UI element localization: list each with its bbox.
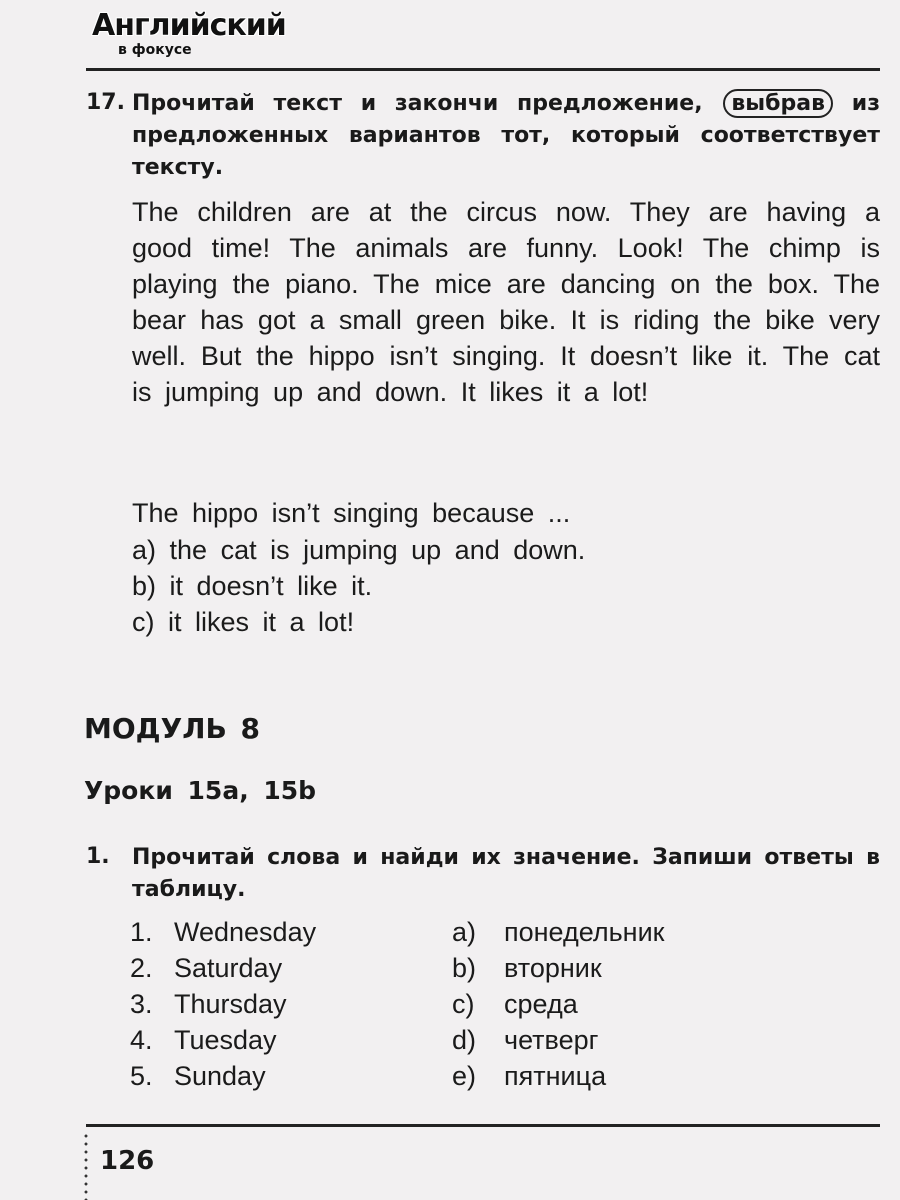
top-divider — [86, 68, 880, 71]
english-word-item: 2. Saturday — [130, 953, 283, 983]
english-word-item: 4. Tuesday — [130, 1025, 277, 1055]
task-1-number: 1. — [86, 844, 110, 869]
task-17-number: 17. — [86, 90, 125, 115]
module-heading: МОДУЛЬ 8 — [84, 712, 261, 745]
bottom-divider — [86, 1124, 880, 1127]
reading-paragraph: The children are at the circus now. They are having a good time! The animals are funny. Look! The chimp is playing the piano. The mice are dancing on the box. The bear has got a small green bike. It is riding the bike very well. But the hippo isn’t singing. It doesn’t like it. The cat is jumping up and down. It likes it a lot! — [132, 197, 880, 407]
english-word-item: 5. Sunday — [130, 1061, 266, 1091]
russian-word-item: b) вторник — [452, 953, 602, 983]
option-key: a) — [132, 535, 157, 565]
russian-word-item: c) среда — [452, 989, 578, 1019]
option-b — [132, 568, 585, 604]
book-logo — [92, 6, 286, 58]
logo-subtitle: в фокусе — [118, 42, 192, 58]
option-text: the cat is jumping up and down. — [169, 535, 586, 565]
lessons-heading: Уроки 15a, 15b — [84, 776, 317, 805]
english-word-list — [130, 914, 316, 1094]
instruction-text-before: Прочитай текст и закончи предложение, — [132, 91, 703, 116]
english-word-item: 3. Thursday — [130, 989, 287, 1019]
option-text: it doesn’t like it. — [169, 571, 373, 601]
option-a — [132, 532, 585, 568]
task-17-instruction — [132, 88, 880, 184]
instruction-text-after: из предложенных вариантов тот, который соответствует тексту. — [132, 91, 880, 180]
english-word-item: 1. Wednesday — [130, 917, 317, 947]
option-key: c) — [132, 607, 155, 637]
logo-title: Английский — [92, 8, 286, 43]
russian-word-item: a) понедельник — [452, 917, 665, 947]
question-stem: The hippo isn’t singing because ... — [132, 498, 571, 528]
russian-word-item: d) четверг — [452, 1025, 599, 1055]
reading-text — [132, 194, 880, 410]
option-c — [132, 604, 585, 640]
task-1-instruction: Прочитай слова и найди их значение. Запиши ответы в таблицу. — [132, 845, 880, 902]
option-key: b) — [132, 571, 157, 601]
dotted-margin-line — [84, 1132, 88, 1200]
page-number: 126 — [100, 1146, 155, 1176]
russian-word-list — [452, 914, 664, 1094]
instruction-circled-word: выбрав — [723, 89, 833, 118]
option-text: it likes it a lot! — [168, 607, 355, 637]
russian-word-item: e) пятница — [452, 1061, 607, 1091]
answer-options — [132, 532, 585, 640]
